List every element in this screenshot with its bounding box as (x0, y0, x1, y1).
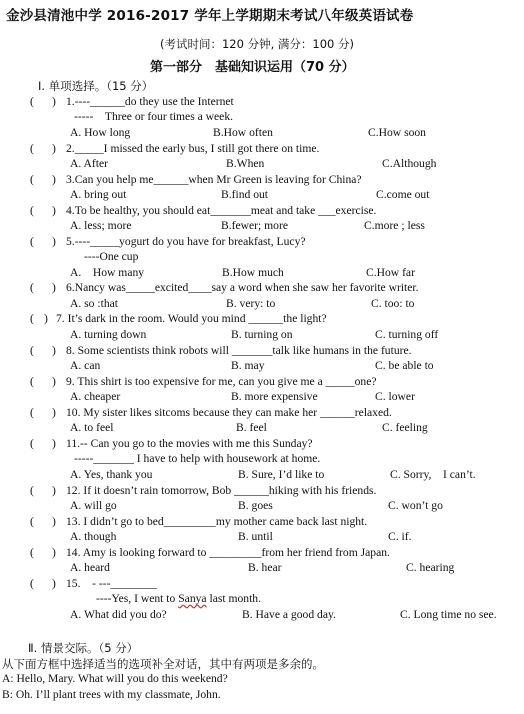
option-b: B. may (231, 359, 265, 372)
question-sub: -----_______ I have to help with housework at home. (74, 452, 321, 465)
option-a: A. heard (70, 561, 110, 574)
option-c: C. if. (388, 530, 412, 543)
option-a: A. so :that (70, 297, 118, 310)
dialogue-line-a: A: Hello, Mary. What will you do this weekend? (2, 672, 228, 685)
option-b: B.When (226, 157, 265, 170)
option-c: C. lower (375, 390, 415, 403)
question-stem: 4.To be healthy, you should eat_______meat and take ___exercise. (66, 204, 377, 217)
question-stem: 12. If it doesn’t rain tomorrow, Bob ______hiking with his friends. (66, 484, 377, 497)
answer-paren-close: ) (52, 281, 56, 294)
question-stem: 5.----_____yogurt do you have for breakfast, Lucy? (66, 235, 306, 248)
option-c: C.more ; less (364, 219, 425, 232)
question-sub: ----One cup (84, 250, 139, 263)
answer-paren-close: ) (52, 95, 56, 108)
answer-paren-close: ) (52, 546, 56, 559)
answer-paren-open: ( (30, 406, 34, 419)
answer-paren-open: ( (30, 95, 34, 108)
option-b: B. Have a good day. (242, 608, 336, 621)
option-c: C. hearing (406, 561, 455, 574)
question-stem: 9. This shirt is too expensive for me, can you give me a _____one? (66, 375, 377, 388)
part-title: 第一部分 基础知识运用（70 分） (150, 60, 355, 75)
question-sub: ----- Three or four times a week. (74, 110, 234, 123)
answer-paren-open: ( (30, 375, 34, 388)
option-c: C. be able to (375, 359, 434, 372)
answer-paren-open: ( (30, 312, 34, 325)
option-b: B. more expensive (231, 390, 318, 403)
question-stem: 15. - ---________ (66, 577, 157, 590)
option-a: A. What did you do? (70, 608, 167, 621)
answer-paren-open: ( (30, 281, 34, 294)
option-c: C. too: to (371, 297, 415, 310)
answer-paren-open: ( (30, 484, 34, 497)
option-a: A. can (70, 359, 101, 372)
option-c: C.How far (366, 266, 415, 279)
spellcheck-word: Sanya (178, 592, 207, 605)
question-stem: 8. Some scientists think robots will _______talk like humans in the future. (66, 344, 412, 357)
option-b: B. until (238, 530, 273, 543)
option-c: C.Although (382, 157, 437, 170)
option-a: A. cheaper (70, 390, 121, 403)
question-sub-pre: ----Yes, I went to (96, 592, 179, 605)
option-b: B. very: to (226, 297, 276, 310)
answer-paren-open: ( (30, 142, 34, 155)
option-a: A. will go (70, 499, 117, 512)
option-a: A. How many (70, 266, 145, 279)
answer-paren-open: ( (30, 546, 34, 559)
option-b: B. feel (236, 421, 267, 434)
option-b: B. Sure, I’d like to (238, 468, 325, 481)
answer-paren-open: ( (30, 344, 34, 357)
answer-paren-close: ) (52, 142, 56, 155)
option-b: B. goes (238, 499, 273, 512)
answer-paren-close: ) (52, 437, 56, 450)
answer-paren-close: ) (52, 484, 56, 497)
option-b: B. turning on (231, 328, 293, 341)
question-stem: 1.----______do they use the Internet (66, 95, 234, 108)
section2-heading: Ⅱ. 情景交际。（5 分） (28, 641, 139, 655)
option-c: C. feeling (382, 421, 428, 434)
section1-heading: Ⅰ. 单项选择。（15 分） (38, 79, 154, 93)
answer-paren-close: ) (52, 173, 56, 186)
answer-paren-close: ) (52, 577, 56, 590)
answer-paren-close: ) (52, 204, 56, 217)
question-sub (96, 592, 261, 606)
option-b: B. hear (248, 561, 282, 574)
answer-paren-close: ) (52, 375, 56, 388)
dialogue-line-b: B: Oh. I’ll plant trees with my classmate, John. (2, 688, 221, 701)
option-b: B.fewer; more (221, 219, 288, 232)
question-stem: 3.Can you help me______when Mr Green is leaving for China? (66, 173, 362, 186)
answer-paren-open: ( (30, 235, 34, 248)
option-b: B.How often (213, 126, 273, 139)
option-c: C. Long time no see. (400, 608, 497, 621)
answer-paren-open: ( (30, 577, 34, 590)
answer-paren-close: ) (44, 312, 48, 325)
answer-paren-close: ) (52, 406, 56, 419)
option-a: A. Yes, thank you (70, 468, 153, 481)
option-a: A. How long (70, 126, 131, 139)
answer-paren-close: ) (52, 344, 56, 357)
answer-paren-open: ( (30, 515, 34, 528)
option-a: A. bring out (70, 188, 127, 201)
question-stem: 6.Nancy was_____excited____say a word when she saw her favorite writer. (66, 281, 419, 294)
option-a: A. turning down (70, 328, 147, 341)
answer-paren-open: ( (30, 437, 34, 450)
question-stem: 10. My sister likes sitcoms because they can make her ______relaxed. (66, 406, 392, 419)
answer-paren-close: ) (52, 515, 56, 528)
option-c: C. Sorry, I can’t. (390, 468, 476, 481)
answer-paren-close: ) (52, 235, 56, 248)
option-b: B.find out (221, 188, 269, 201)
answer-paren-open: ( (30, 204, 34, 217)
answer-paren-open: ( (30, 173, 34, 186)
option-c: C. won’t go (388, 499, 443, 512)
option-a: A. After (70, 157, 108, 170)
option-b: B.How much (222, 266, 284, 279)
question-stem: 11.-- Can you go to the movies with me this Sunday? (66, 437, 313, 450)
section2-instruction: 从下面方框中选择适当的选项补全对话，其中有两项是多余的。 (2, 657, 324, 671)
option-c: C. turning off (375, 328, 439, 341)
exam-title: 金沙县清池中学 2016-2017 学年上学期期末考试八年级英语试卷 (6, 8, 414, 24)
option-a: A. though (70, 530, 117, 543)
question-stem: 7. It’s dark in the room. Would you mind ______the light? (56, 312, 327, 325)
option-c: C.come out (376, 188, 430, 201)
question-stem: 13. I didn’t go to bed_________my mother came back last night. (66, 515, 368, 528)
question-stem: 14. Amy is looking forward to _________from her friend from Japan. (66, 546, 390, 559)
option-a: A. to feel (70, 421, 114, 434)
question-sub-post: last month. (206, 592, 262, 605)
exam-info: (考试时间：120 分钟, 满分：100 分) (160, 37, 354, 51)
question-stem: 2._____I missed the early bus, I still got there on time. (66, 142, 320, 155)
option-a: A. less; more (70, 219, 132, 232)
option-c: C.How soon (368, 126, 426, 139)
